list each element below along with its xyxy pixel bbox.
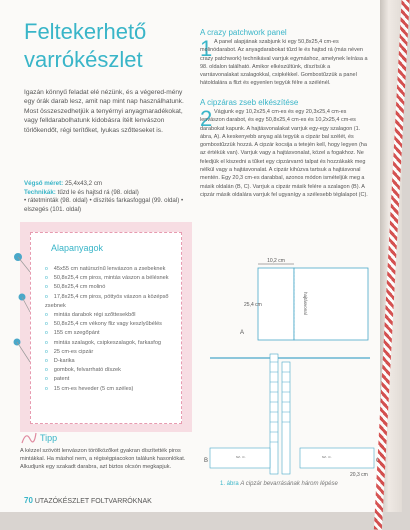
list-item: o 25 cm-es cipzár [45,348,181,357]
zipper-diagram [200,258,380,482]
tip-box [20,433,192,493]
caption-number: 1. ábra [220,481,239,487]
page-number: 70 [24,496,33,505]
panel-heading: A crazy patchwork panel [200,28,287,37]
label-sz1: sz. o. [236,454,246,459]
list-item: o 50,8x25,4 cm molinó [45,283,181,292]
technique-label: Technikák: [24,188,56,196]
pins-icon [12,242,32,392]
dim-bottom: 20,3 cm [350,472,368,478]
project-meta [24,180,189,214]
label-b: B [204,458,209,464]
page-footer [24,496,152,505]
list-item: o 15 cm-es heveder (5 cm széles) [45,385,181,394]
tip-text: A kézzel szövött lenvászon törölközőket gyakran díszítették piros mintákkal. Ha máshol nem, a régiségpiacokon találunk hasonlókat. Alkudjunk egy szakadt darabra, azt biztos olcsón megkapjuk. [20,448,186,471]
dim-top: 10,2 cm [267,258,285,264]
supplies-list [45,265,181,394]
supplies-panel [20,222,192,432]
size-value: 25,4x43,2 cm [64,180,103,187]
supplies-card [30,232,182,424]
left-column [0,0,195,512]
panel-text: A panel alapjának szabjunk ki egy 50,8x25,4 cm-es molinódarabot. Az anyagdarabokat tűzd le és hajtsd rá (más néven crazy patchwork) technikával varrjuk egymáshoz, amelynek leírása a 98. oldalon található. Amikor elkészültünk, díszítsük a varrásvonalakat szalagokkal, csipkékkel. Gombostűzzük a panel hátoldalára a flizt és egyenlen tegyük félre a szélénél. [200,39,368,87]
list-item: o 50,8x25,4 cm piros, mintás vászon a bélésnek [45,274,181,283]
footer-section: UTAZÓKÉSZLET FOLTVARRÓKNAK [34,498,152,505]
intro-text: Igazán könnyű feladat elé nézünk, és a végered-mény egy órák darab lesz, amit nap mint nap használhatunk. Most összeszedhetjük a tenyérnyi anyagmaradékokat, vagy felldarabolhatunk kidobásra ítélt lenvászon törlőkendőt, régi terítőket, lyukas szőtteseket is. [24,89,184,134]
label-a: A [240,330,245,336]
thread-icon [20,429,38,447]
label-sz2: sz. o. [322,454,332,459]
list-item: o patent [45,375,181,384]
dim-left: 25,4 cm [244,302,262,308]
zip-text: Vágjunk egy 10,2x25,4 cm-es és egy 20,3x25,4 cm-es lenvászon darabot, és egy 50,8x25,4 cm-es és 10,2x25,4 cm-es darabokat kapunk. A hajtásvonalakat varrjuk egy-egy szalagon (1. ábra, A). A keskenyebb anyag alá tegyük a cipzár bal szélét, és gombostűzzük hozzá. A cipzár kocsija a tetején kell, hogy legyen (ha az értékük van). Varrjuk vagy a hajtásvonalat, közel a fogakhoz. Ne feledjük el kiszedni a tűket egy cipzárvarró talpat és hozzákakk meg nélkül vagy a hajtásvonalat. A cipzár kihúzva tartsuk a hajtásvonal mentén. Egy 20,3 cm-es darabbal, azonos módon ismételjük meg a másik oldalán (B, C). Varrjuk a cipzár másik felére a szalagon (B). A cipzár másik oldalára varrjuk fel ugyanígy a szélesebb téglalapot (C). [200,109,368,198]
list-item: o 50,8x25,4 cm vékony fliz vagy keszlyűbélés [45,320,181,329]
right-column [200,0,380,512]
list-item: o mintás darabok régi szőttesekből [45,311,181,320]
supplies-title: Alapanyagok [51,243,104,253]
fold-label: hajtásvonal [303,292,308,315]
step-number-2: 2 [200,106,213,131]
title-line-2: varrókészlet [24,47,143,72]
list-item: o 17,8x25,4 cm piros, pöttyös vászon a középső zsebnek [45,293,181,311]
caption-text: A cipzár bevarrásának három lépése [240,481,338,487]
list-item: o mintás szalagok, csipkeszalagok, farkasfog [45,339,181,348]
technique-value: tűzd le és hajtsd rá (98. oldal) [57,188,139,196]
tip-title: Tipp [40,433,58,443]
figure-caption [220,481,338,487]
title-line-1: Feltekerhető [24,19,147,44]
step-number-1: 1 [200,36,213,61]
list-item: o gombok, felvarrható díszek [45,366,181,375]
list-item: o D-karika [45,357,181,366]
list-item: o 45x55 cm natúrszínű lenvászon a zsebeknek [45,265,181,274]
technique-more: • rátetminták (98. oldal) • díszítés farkasfoggal (99. oldal) • elszegés (101. oldal) [24,197,184,213]
size-label: Végső méret: [24,180,64,187]
list-item: o 155 cm szegőpánt [45,329,181,338]
page-title [24,18,146,74]
zip-heading: A cipzáras zseb elkészítése [200,98,299,107]
fabric-a [258,268,368,340]
